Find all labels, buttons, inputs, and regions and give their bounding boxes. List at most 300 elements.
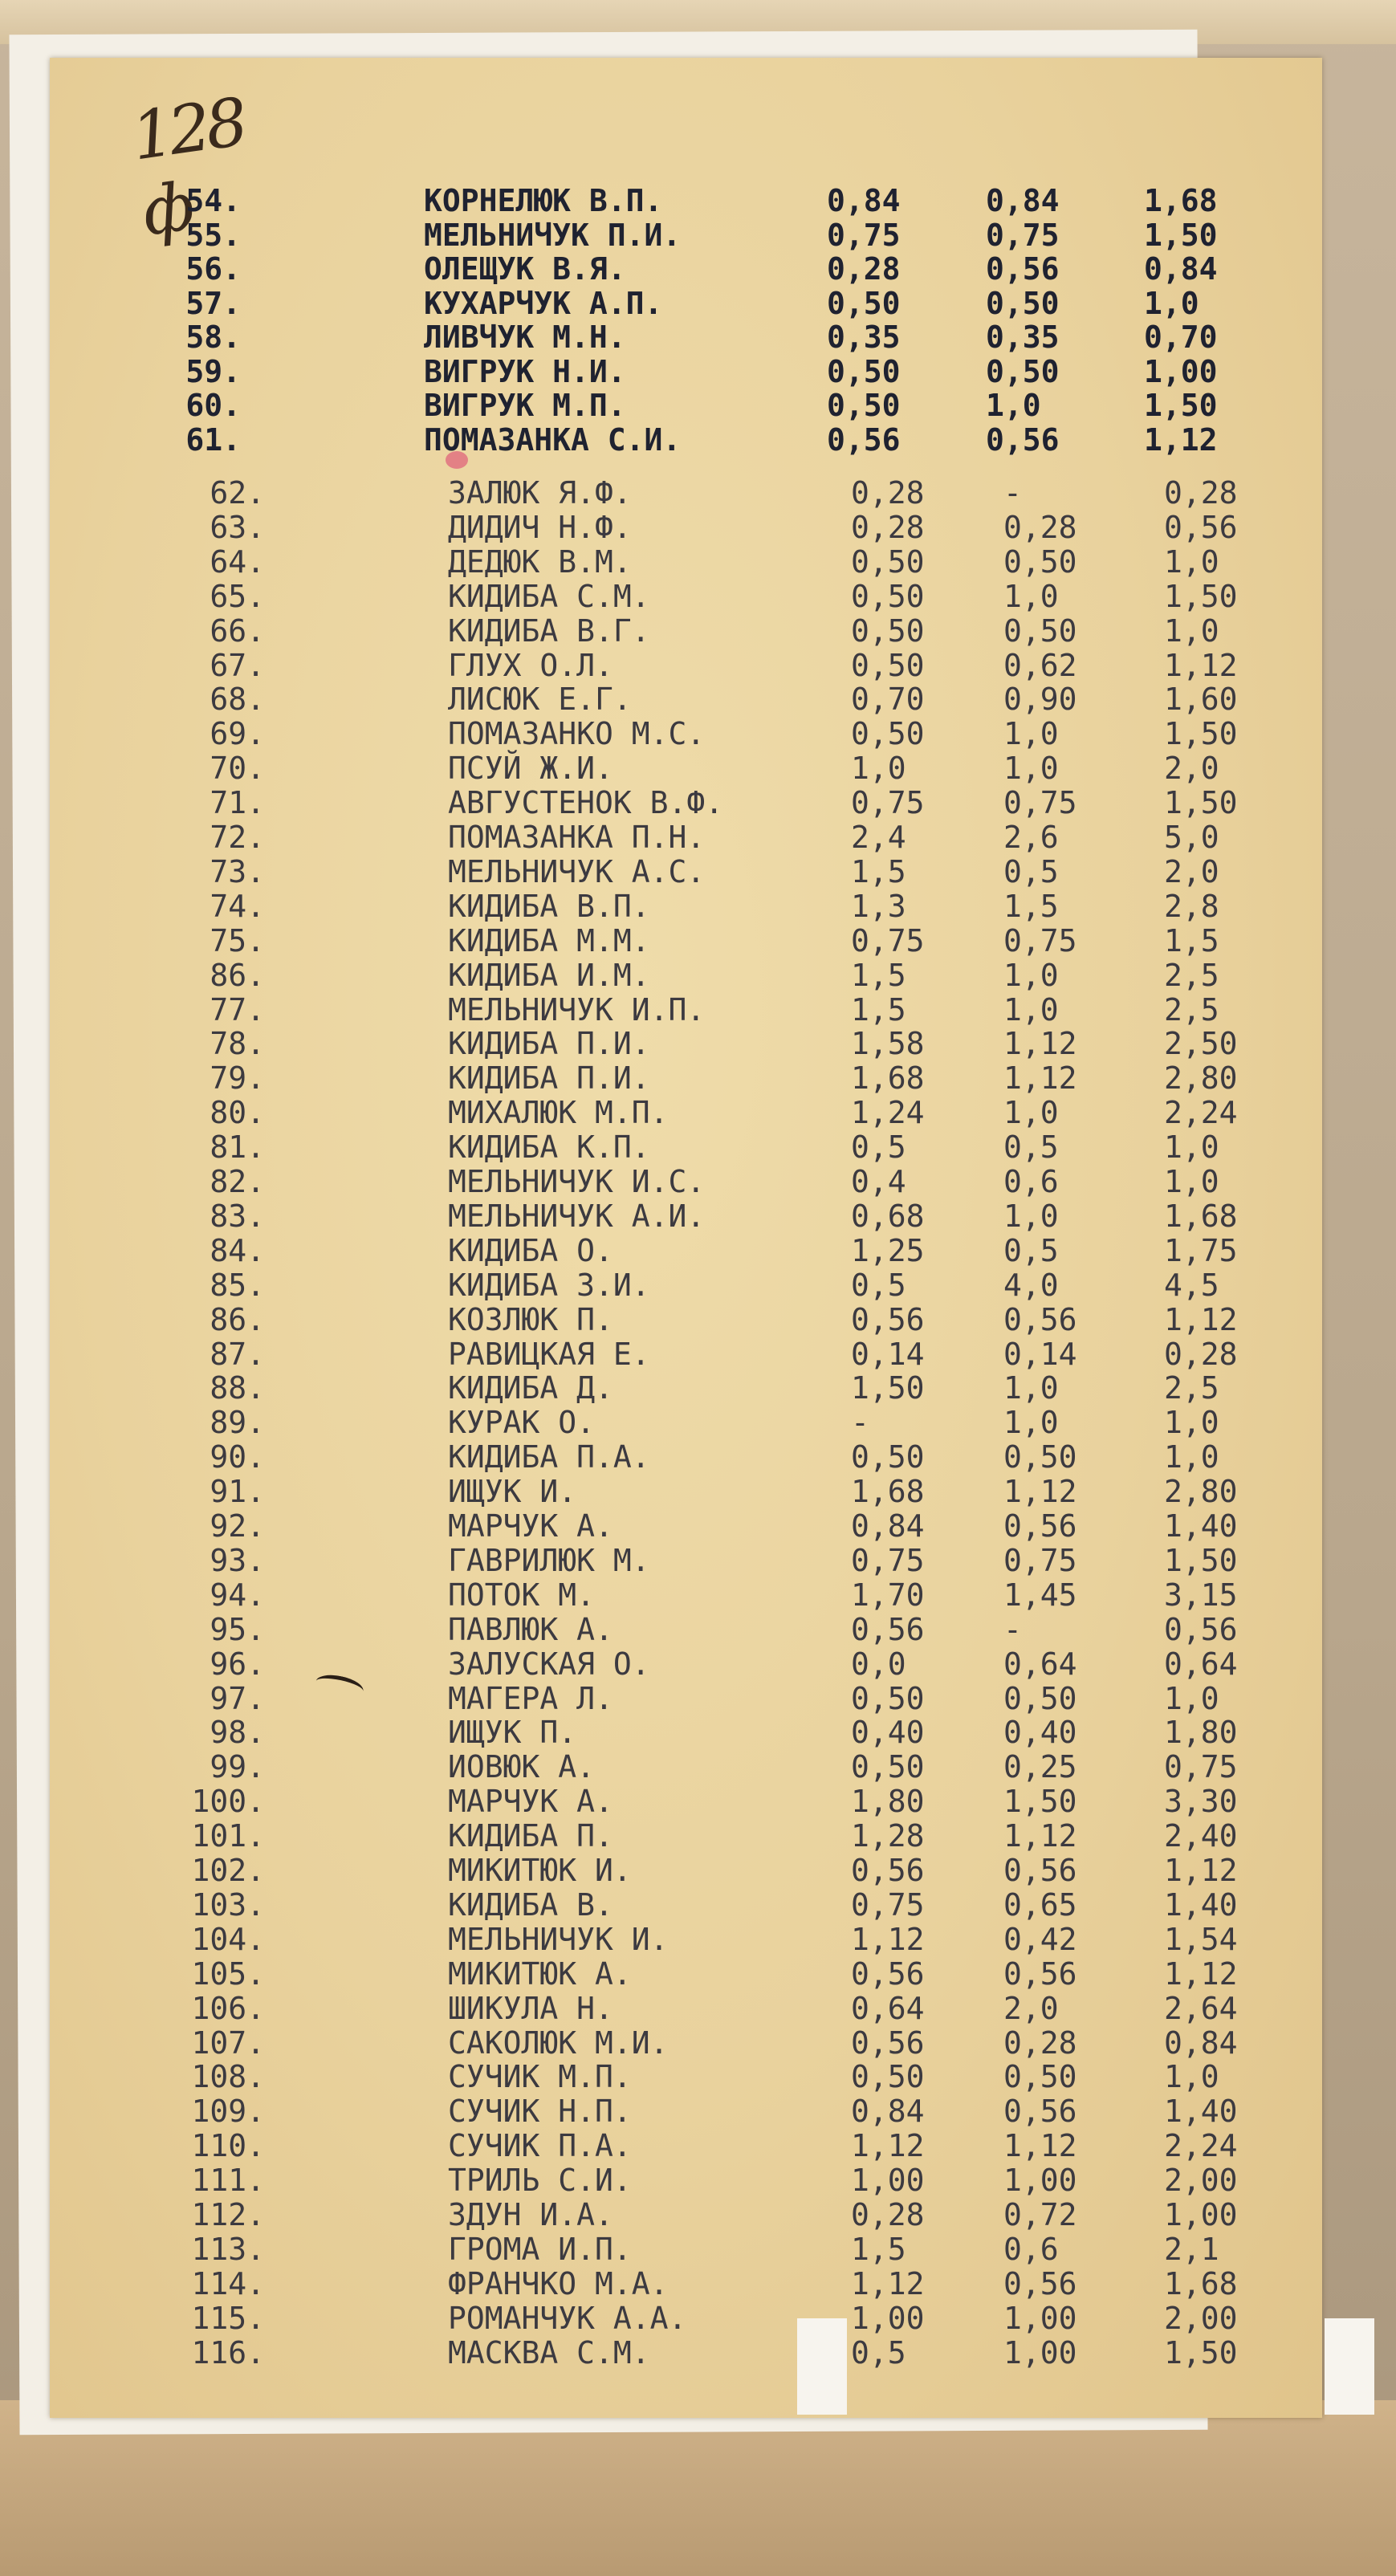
row-value-1: 0,28 xyxy=(851,509,925,545)
table-row xyxy=(0,923,1396,958)
row-value-total: 1,50 xyxy=(1164,785,1238,821)
row-value-1: 0,75 xyxy=(851,922,925,958)
row-value-2: 1,0 xyxy=(1003,1405,1059,1441)
row-value-total: 3,30 xyxy=(1164,1784,1238,1820)
table-row xyxy=(0,1818,1396,1854)
table-row xyxy=(0,854,1396,889)
row-value-total: 2,24 xyxy=(1164,1095,1238,1131)
row-name: МАСКВА С.М. xyxy=(448,2334,650,2370)
row-name: ЗАЛЮК Я.Ф. xyxy=(448,475,632,511)
row-value-1: 1,68 xyxy=(851,1060,925,1097)
row-number: 58. xyxy=(185,319,241,355)
table-row xyxy=(0,1508,1396,1544)
row-number: 83. xyxy=(210,1198,265,1234)
row-value-2: 0,28 xyxy=(1003,509,1077,545)
row-name: САКОЛЮК М.И. xyxy=(448,2025,669,2061)
row-number: 87. xyxy=(210,1336,265,1372)
table-row xyxy=(0,785,1396,820)
row-value-1: 0,50 xyxy=(851,578,925,614)
row-number: 86. xyxy=(210,1301,265,1337)
row-value-2: 0,56 xyxy=(1003,1853,1077,1888)
row-value-2: 0,5 xyxy=(1003,853,1059,889)
row-number: 111. xyxy=(191,2163,265,2199)
row-value-1: 0,14 xyxy=(851,1336,925,1372)
table-row xyxy=(0,2094,1396,2129)
row-value-1: 0,28 xyxy=(827,251,901,287)
row-number: 81. xyxy=(210,1129,265,1166)
row-value-total: 3,15 xyxy=(1164,1577,1238,1613)
row-value-1: - xyxy=(851,1405,869,1441)
row-number: 80. xyxy=(210,1095,265,1131)
row-number: 62. xyxy=(210,475,265,511)
row-value-2: 1,0 xyxy=(1003,991,1059,1028)
row-name: КИДИБА В.Г. xyxy=(448,612,650,649)
row-name: КОРНЕЛЮК В.П. xyxy=(424,183,663,218)
row-value-2: 0,6 xyxy=(1003,2231,1059,2267)
row-value-2: 0,62 xyxy=(1003,647,1077,683)
row-number: 102. xyxy=(191,1853,265,1888)
row-value-total: 1,60 xyxy=(1164,682,1238,718)
row-value-1: 0,84 xyxy=(851,2094,925,2130)
row-name: КУРАК О. xyxy=(448,1405,596,1441)
row-value-total: 1,50 xyxy=(1164,2334,1238,2370)
row-value-1: 1,3 xyxy=(851,888,906,924)
row-value-total: 1,12 xyxy=(1164,647,1238,683)
row-number: 105. xyxy=(191,1955,265,1992)
row-number: 56. xyxy=(185,251,241,287)
row-value-2: 1,45 xyxy=(1003,1577,1077,1613)
row-name: ВИГРУК М.П. xyxy=(424,388,626,423)
row-value-total: 5,0 xyxy=(1164,820,1219,855)
row-name: ОЛЕЩУК В.Я. xyxy=(424,251,626,287)
row-number: 85. xyxy=(210,1267,265,1303)
row-value-total: 0,28 xyxy=(1164,1336,1238,1372)
row-number: 64. xyxy=(210,543,265,580)
row-value-total: 1,40 xyxy=(1164,1886,1238,1923)
row-value-total: 2,00 xyxy=(1164,2300,1238,2336)
table-row xyxy=(0,1405,1396,1440)
row-name: СУЧИК П.А. xyxy=(448,2128,632,2164)
row-number: 72. xyxy=(210,820,265,855)
row-name: ТРИЛЬ С.И. xyxy=(448,2163,632,2199)
row-name: КОЗЛЮК П. xyxy=(448,1301,613,1337)
row-value-1: 1,50 xyxy=(851,1370,925,1406)
row-value-1: 0,56 xyxy=(827,421,901,458)
row-name: КИДИБА И.М. xyxy=(448,957,650,993)
row-value-2: 0,5 xyxy=(1003,1232,1059,1268)
row-value-total: 1,40 xyxy=(1164,2094,1238,2130)
row-value-total: 2,0 xyxy=(1164,853,1219,889)
table-row xyxy=(0,648,1396,683)
row-name: ИЩУК И. xyxy=(448,1474,577,1510)
row-value-total: 1,00 xyxy=(1164,2197,1238,2232)
row-value-1: 2,4 xyxy=(851,820,906,855)
row-value-1: 0,50 xyxy=(851,2059,925,2095)
row-name: МАГЕРА Л. xyxy=(448,1680,613,1716)
row-value-2: 1,0 xyxy=(1003,1095,1059,1131)
row-value-total: 0,84 xyxy=(1164,2025,1238,2061)
row-value-total: 1,0 xyxy=(1164,2059,1219,2095)
row-name: ЛИСЮК Е.Г. xyxy=(448,682,632,718)
table-row xyxy=(0,579,1396,614)
table-row xyxy=(0,2335,1396,2370)
row-value-1: 0,50 xyxy=(851,543,925,580)
row-value-1: 0,75 xyxy=(851,1886,925,1923)
row-value-2: 0,50 xyxy=(986,285,1060,321)
row-number: 106. xyxy=(191,1990,265,2026)
row-value-1: 0,50 xyxy=(827,388,901,423)
row-value-total: 1,50 xyxy=(1164,716,1238,752)
row-number: 115. xyxy=(191,2300,265,2336)
row-name: АВГУСТЕНОК В.Ф. xyxy=(448,785,724,821)
row-value-1: 0,75 xyxy=(851,785,925,821)
row-value-1: 0,75 xyxy=(827,217,901,253)
row-name: КУХАРЧУК А.П. xyxy=(424,285,663,321)
row-value-total: 0,56 xyxy=(1164,509,1238,545)
row-value-2: 1,00 xyxy=(1003,2334,1077,2370)
row-value-2: 1,00 xyxy=(1003,2300,1077,2336)
row-name: ГАВРИЛЮК М. xyxy=(448,1542,650,1578)
row-value-2: 0,75 xyxy=(986,217,1060,253)
row-value-1: 0,56 xyxy=(851,1853,925,1888)
table-row xyxy=(0,1749,1396,1784)
table-row xyxy=(0,319,1396,355)
table-row xyxy=(0,889,1396,924)
row-number: 63. xyxy=(210,509,265,545)
row-value-2: 0,50 xyxy=(1003,1680,1077,1716)
row-value-total: 1,0 xyxy=(1164,612,1219,649)
row-value-2: 0,75 xyxy=(1003,922,1077,958)
row-number: 104. xyxy=(191,1921,265,1957)
table-row xyxy=(0,716,1396,751)
row-value-2: 0,65 xyxy=(1003,1886,1077,1923)
row-name: ФРАНЧКО М.А. xyxy=(448,2265,669,2301)
row-number: 59. xyxy=(185,353,241,389)
row-name: МИКИТЮК А. xyxy=(448,1955,632,1992)
row-value-total: 1,50 xyxy=(1164,1542,1238,1578)
row-value-1: 0,50 xyxy=(851,1680,925,1716)
row-number: 114. xyxy=(191,2265,265,2301)
row-value-2: - xyxy=(1003,1611,1022,1647)
row-name: ПОМАЗАНКО М.С. xyxy=(448,716,706,752)
row-value-1: 0,68 xyxy=(851,1198,925,1234)
row-number: 61. xyxy=(185,421,241,458)
table-row xyxy=(0,422,1396,458)
row-number: 89. xyxy=(210,1405,265,1441)
row-number: 77. xyxy=(210,991,265,1028)
row-name: ЛИВЧУК М.Н. xyxy=(424,319,626,355)
row-value-1: 0,28 xyxy=(851,2197,925,2232)
row-name: ВИГРУК Н.И. xyxy=(424,353,626,389)
table-row xyxy=(0,475,1396,511)
row-value-total: 0,64 xyxy=(1164,1646,1238,1682)
row-number: 73. xyxy=(210,853,265,889)
row-name: КИДИБА П.И. xyxy=(448,1026,650,1062)
row-number: 113. xyxy=(191,2231,265,2267)
row-value-1: 0,75 xyxy=(851,1542,925,1578)
table-row xyxy=(0,613,1396,649)
row-value-total: 1,50 xyxy=(1144,388,1218,423)
row-name: ЗДУН И.А. xyxy=(448,2197,613,2232)
row-value-total: 4,5 xyxy=(1164,1267,1219,1303)
row-value-total: 1,0 xyxy=(1144,285,1199,321)
row-name: МЕЛЬНИЧУК И. xyxy=(448,1921,669,1957)
row-number: 91. xyxy=(210,1474,265,1510)
row-value-total: 1,54 xyxy=(1164,1921,1238,1957)
row-value-2: 0,50 xyxy=(1003,1439,1077,1475)
table-row xyxy=(0,1060,1396,1096)
row-value-total: 2,5 xyxy=(1164,957,1219,993)
table-row xyxy=(0,1887,1396,1923)
row-value-total: 2,80 xyxy=(1164,1060,1238,1097)
table-row xyxy=(0,958,1396,993)
row-value-2: 2,6 xyxy=(1003,820,1059,855)
row-value-2: 0,40 xyxy=(1003,1715,1077,1751)
row-number: 79. xyxy=(210,1060,265,1097)
row-number: 70. xyxy=(210,751,265,787)
table-row xyxy=(0,682,1396,717)
table-row xyxy=(0,2266,1396,2301)
row-value-2: - xyxy=(1003,475,1022,511)
row-value-total: 1,0 xyxy=(1164,1129,1219,1166)
row-value-2: 0,56 xyxy=(1003,1301,1077,1337)
row-name: РОМАНЧУК А.А. xyxy=(448,2300,687,2336)
table-row xyxy=(0,1164,1396,1199)
row-number: 98. xyxy=(210,1715,265,1751)
row-value-1: 0,50 xyxy=(851,1749,925,1785)
table-row xyxy=(0,286,1396,321)
row-value-1: 0,84 xyxy=(851,1508,925,1544)
row-value-total: 1,0 xyxy=(1164,1439,1219,1475)
row-value-1: 1,0 xyxy=(851,751,906,787)
row-name: МЕЛЬНИЧУК А.С. xyxy=(448,853,706,889)
table-row xyxy=(0,2163,1396,2198)
row-number: 100. xyxy=(191,1784,265,1820)
row-value-1: 0,40 xyxy=(851,1715,925,1751)
row-number: 55. xyxy=(185,217,241,253)
row-name: МЕЛЬНИЧУК А.И. xyxy=(448,1198,706,1234)
table-row xyxy=(0,2059,1396,2094)
row-value-1: 0,28 xyxy=(851,475,925,511)
row-name: ШИКУЛА Н. xyxy=(448,1990,613,2026)
table-row xyxy=(0,820,1396,855)
row-value-2: 0,14 xyxy=(1003,1336,1077,1372)
row-number: 86. xyxy=(210,957,265,993)
row-value-total: 1,0 xyxy=(1164,1405,1219,1441)
table-row xyxy=(0,1268,1396,1303)
row-value-1: 0,56 xyxy=(851,1611,925,1647)
row-name: КИДИБА М.М. xyxy=(448,922,650,958)
row-value-2: 0,50 xyxy=(1003,543,1077,580)
row-name: СУЧИК Н.П. xyxy=(448,2094,632,2130)
table-row xyxy=(0,1370,1396,1406)
table-row xyxy=(0,1956,1396,1992)
row-name: КИДИБА З.И. xyxy=(448,1267,650,1303)
row-value-2: 0,72 xyxy=(1003,2197,1077,2232)
row-value-2: 0,56 xyxy=(1003,1955,1077,1992)
table-row xyxy=(0,1853,1396,1888)
row-value-2: 0,25 xyxy=(1003,1749,1077,1785)
table-row xyxy=(0,2232,1396,2267)
row-number: 93. xyxy=(210,1542,265,1578)
row-value-1: 1,5 xyxy=(851,991,906,1028)
row-name: МИХАЛЮК М.П. xyxy=(448,1095,669,1131)
row-value-total: 1,50 xyxy=(1164,578,1238,614)
table-row xyxy=(0,1198,1396,1234)
row-value-2: 1,12 xyxy=(1003,1026,1077,1062)
row-value-1: 0,56 xyxy=(851,1955,925,1992)
row-value-2: 1,12 xyxy=(1003,2128,1077,2164)
table-row xyxy=(0,992,1396,1028)
row-value-2: 0,50 xyxy=(1003,612,1077,649)
row-value-1: 1,70 xyxy=(851,1577,925,1613)
table-row xyxy=(0,2025,1396,2061)
row-value-1: 1,00 xyxy=(851,2300,925,2336)
row-value-2: 0,75 xyxy=(1003,785,1077,821)
row-value-2: 1,0 xyxy=(986,388,1041,423)
row-value-2: 0,75 xyxy=(1003,1542,1077,1578)
row-value-2: 2,0 xyxy=(1003,1990,1059,2026)
row-number: 97. xyxy=(210,1680,265,1716)
row-name: ЗАЛУСКАЯ О. xyxy=(448,1646,650,1682)
table-row xyxy=(0,251,1396,287)
row-name: КИДИБА С.М. xyxy=(448,578,650,614)
row-name: ПОМАЗАНКА С.И. xyxy=(424,421,682,458)
row-value-total: 2,8 xyxy=(1164,888,1219,924)
table-row xyxy=(0,1646,1396,1682)
row-value-total: 2,5 xyxy=(1164,991,1219,1028)
row-name: ГРОМА И.П. xyxy=(448,2231,632,2267)
row-value-1: 0,5 xyxy=(851,1267,906,1303)
row-number: 95. xyxy=(210,1611,265,1647)
row-value-total: 1,40 xyxy=(1164,1508,1238,1544)
row-name: ИЩУК П. xyxy=(448,1715,577,1751)
row-name: МЕЛЬНИЧУК И.С. xyxy=(448,1164,706,1199)
row-value-1: 1,12 xyxy=(851,2128,925,2164)
row-value-2: 0,50 xyxy=(1003,2059,1077,2095)
row-value-2: 0,56 xyxy=(986,421,1060,458)
row-number: 71. xyxy=(210,785,265,821)
row-number: 67. xyxy=(210,647,265,683)
row-value-total: 2,50 xyxy=(1164,1026,1238,1062)
row-value-1: 1,68 xyxy=(851,1474,925,1510)
row-value-total: 2,0 xyxy=(1164,751,1219,787)
row-value-2: 1,0 xyxy=(1003,1370,1059,1406)
row-value-2: 0,56 xyxy=(1003,2094,1077,2130)
row-value-total: 1,0 xyxy=(1164,1164,1219,1199)
row-value-2: 0,90 xyxy=(1003,682,1077,718)
row-value-total: 1,0 xyxy=(1164,1680,1219,1716)
row-value-1: 0,50 xyxy=(851,612,925,649)
table-row xyxy=(0,2128,1396,2163)
row-value-2: 1,0 xyxy=(1003,578,1059,614)
row-value-total: 1,12 xyxy=(1144,421,1218,458)
row-name: СУЧИК М.П. xyxy=(448,2059,632,2095)
row-name: ДЕДЮК В.М. xyxy=(448,543,632,580)
row-name: ПСУЙ Ж.И. xyxy=(448,751,613,787)
table-row xyxy=(0,1439,1396,1475)
row-number: 107. xyxy=(191,2025,265,2061)
row-number: 94. xyxy=(210,1577,265,1613)
row-number: 78. xyxy=(210,1026,265,1062)
table-row xyxy=(0,1612,1396,1647)
row-value-1: 1,25 xyxy=(851,1232,925,1268)
row-number: 69. xyxy=(210,716,265,752)
row-number: 84. xyxy=(210,1232,265,1268)
row-number: 57. xyxy=(185,285,241,321)
row-number: 108. xyxy=(191,2059,265,2095)
row-number: 90. xyxy=(210,1439,265,1475)
row-number: 101. xyxy=(191,1818,265,1854)
table-row xyxy=(0,2197,1396,2232)
row-value-2: 1,12 xyxy=(1003,1474,1077,1510)
row-value-2: 0,50 xyxy=(986,353,1060,389)
row-value-total: 0,75 xyxy=(1164,1749,1238,1785)
row-value-total: 1,68 xyxy=(1144,183,1218,218)
row-value-1: 1,12 xyxy=(851,2265,925,2301)
row-number: 65. xyxy=(210,578,265,614)
row-value-1: 1,24 xyxy=(851,1095,925,1131)
row-value-total: 1,68 xyxy=(1164,1198,1238,1234)
table-row xyxy=(0,354,1396,389)
row-value-2: 1,0 xyxy=(1003,1198,1059,1234)
table-row xyxy=(0,1474,1396,1509)
row-number: 74. xyxy=(210,888,265,924)
table-row xyxy=(0,1095,1396,1130)
row-value-2: 0,56 xyxy=(1003,2265,1077,2301)
row-value-1: 0,5 xyxy=(851,2334,906,2370)
row-name: КИДИБА В. xyxy=(448,1886,613,1923)
row-number: 109. xyxy=(191,2094,265,2130)
row-value-total: 2,00 xyxy=(1164,2163,1238,2199)
row-value-2: 0,28 xyxy=(1003,2025,1077,2061)
row-value-1: 0,84 xyxy=(827,183,901,218)
row-value-2: 1,0 xyxy=(1003,716,1059,752)
row-value-1: 0,35 xyxy=(827,319,901,355)
row-value-2: 1,50 xyxy=(1003,1784,1077,1820)
row-name: КИДИБА П.И. xyxy=(448,1060,650,1097)
row-value-1: 0,50 xyxy=(851,1439,925,1475)
row-value-total: 1,12 xyxy=(1164,1955,1238,1992)
row-name: ГЛУХ О.Л. xyxy=(448,647,613,683)
row-value-1: 1,5 xyxy=(851,2231,906,2267)
row-value-total: 2,80 xyxy=(1164,1474,1238,1510)
table-row xyxy=(0,1784,1396,1819)
row-value-total: 2,64 xyxy=(1164,1990,1238,2026)
row-value-2: 0,64 xyxy=(1003,1646,1077,1682)
row-value-total: 0,56 xyxy=(1164,1611,1238,1647)
row-value-total: 2,5 xyxy=(1164,1370,1219,1406)
row-number: 88. xyxy=(210,1370,265,1406)
handwritten-margin-note: 128 ф xyxy=(127,84,248,251)
row-value-total: 1,0 xyxy=(1164,543,1219,580)
row-value-total: 1,68 xyxy=(1164,2265,1238,2301)
row-value-total: 2,24 xyxy=(1164,2128,1238,2164)
row-name: МЕЛЬНИЧУК П.И. xyxy=(424,217,682,253)
row-value-total: 1,12 xyxy=(1164,1853,1238,1888)
row-value-2: 1,12 xyxy=(1003,1060,1077,1097)
row-value-total: 1,80 xyxy=(1164,1715,1238,1751)
row-value-total: 2,1 xyxy=(1164,2231,1219,2267)
table-row xyxy=(0,1302,1396,1337)
row-number: 116. xyxy=(191,2334,265,2370)
row-number: 66. xyxy=(210,612,265,649)
table-row xyxy=(0,1715,1396,1750)
row-value-total: 1,75 xyxy=(1164,1232,1238,1268)
row-value-2: 0,42 xyxy=(1003,1921,1077,1957)
row-name: МЕЛЬНИЧУК И.П. xyxy=(448,991,706,1028)
row-value-2: 1,5 xyxy=(1003,888,1059,924)
